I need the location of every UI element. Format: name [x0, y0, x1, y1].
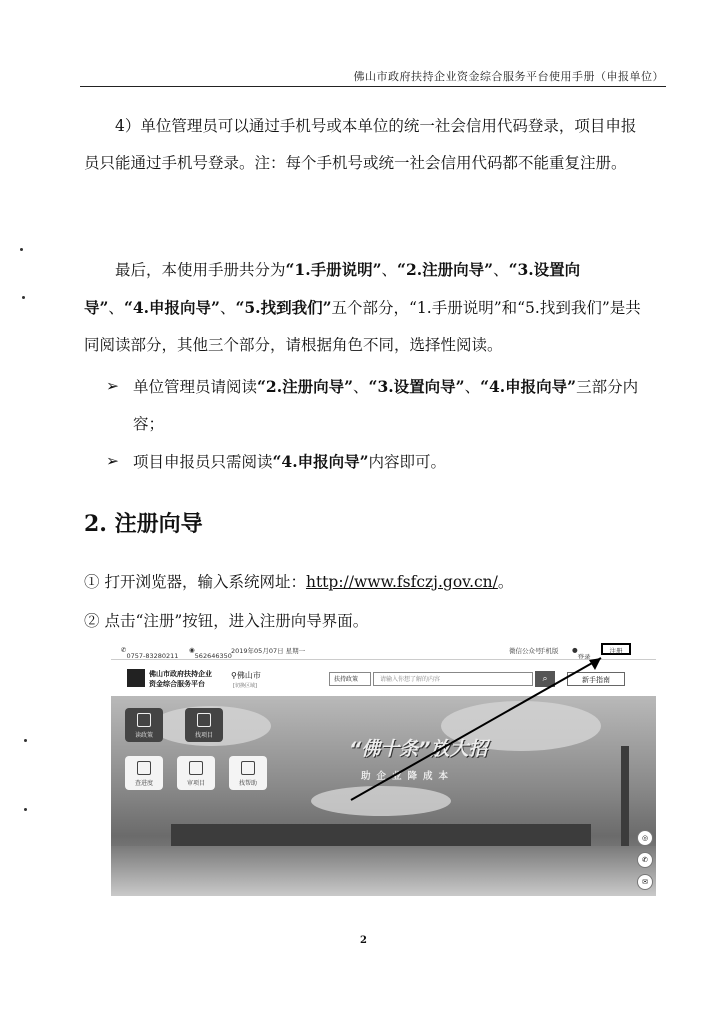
bullet-admin	[106, 368, 646, 443]
arrow-bullet-icon: ➢	[106, 377, 119, 395]
tile-label: 读政策	[134, 732, 153, 739]
bullet-bold: “3.设置向导”	[368, 377, 465, 396]
banner-slogan: “佛十条”放大招	[349, 738, 488, 760]
part-3-label: “3.设置向导”	[84, 260, 581, 317]
paragraph-manual-overview	[84, 251, 642, 364]
tile-label: 查进度	[134, 780, 153, 787]
scan-speck	[22, 296, 25, 299]
website-screenshot	[111, 640, 656, 896]
tile-label: 找帮助	[238, 780, 257, 787]
bullet-admin-text	[133, 368, 646, 443]
pin-icon: ⚲	[231, 671, 237, 680]
step-number: ①	[84, 573, 100, 591]
wechat-icon[interactable]: ✉	[637, 874, 653, 890]
bullet-text: 项目申报员只需阅读	[133, 453, 273, 471]
bullet-text: 单位管理员请阅读	[133, 378, 258, 396]
bullet-applicant	[106, 443, 646, 481]
sep: 、	[219, 299, 236, 317]
tile-label: 审项目	[186, 780, 205, 787]
arrow-line	[351, 658, 601, 800]
search-icon: ⌕	[542, 674, 548, 684]
bullet-bold: “4.申报向导”	[272, 452, 369, 471]
bullet-bold: “4.申报向导”	[480, 377, 577, 396]
bullet-text: 内容即可。	[368, 453, 447, 471]
scan-speck	[24, 739, 27, 742]
paragraph-login-note: 4）单位管理员可以通过手机号或本单位的统一社会信用代码登录，项目申报员只能通过手机号登录。注：每个手机号或统一社会信用代码都不能重复注册。	[84, 117, 637, 172]
sep: 、	[464, 378, 481, 396]
bullet-applicant-text	[133, 443, 646, 481]
scan-speck	[24, 808, 27, 811]
login-label: 登录	[577, 653, 591, 661]
section-title: 2. 注册向导	[84, 511, 203, 537]
tile-label: 找项目	[194, 732, 213, 739]
banner-subslogan: 助企业降成本	[361, 771, 455, 782]
annotation-arrow	[111, 640, 656, 896]
step-number: ②	[84, 612, 100, 630]
site-name-line2: 资金综合服务平台	[149, 680, 205, 688]
city-label: 佛山市	[236, 671, 261, 680]
header-title: 佛山市政府扶持企业资金综合服务平台使用手册（申报单位）	[353, 70, 664, 83]
register-button[interactable]: 注册	[601, 643, 631, 655]
part-1-label: “1.手册说明”	[285, 260, 382, 279]
qq-number: 562646350	[194, 652, 232, 660]
header-rule	[80, 86, 666, 87]
scan-speck	[20, 248, 23, 251]
overview-text-2: 五个部分，“1.手册说明”和“5.找到我们”是共同阅读部分，其他三个部分，请根据角色不同，选择性阅读。	[84, 299, 641, 354]
search-category-select[interactable]: 扶持政策	[329, 672, 371, 686]
site-name-line1: 佛山市政府扶持企业	[149, 670, 212, 678]
login-link[interactable]: ● 登录	[572, 646, 591, 661]
part-5-label: “5.找到我们”	[235, 298, 332, 317]
mobile-link[interactable]: 手机版	[539, 647, 559, 655]
arrow-bullet-icon: ➢	[106, 452, 119, 470]
sep: 、	[493, 261, 509, 279]
step-text: 点击“注册”按钮，进入注册向导界面。	[104, 612, 369, 630]
qq-text: ◉ 562646350	[189, 646, 232, 660]
bullet-bold: “2.注册向导”	[257, 377, 354, 396]
step-end: 。	[497, 573, 514, 591]
page-number: 2	[360, 935, 367, 946]
share-icon[interactable]: ◎	[637, 830, 653, 846]
bullet-text: 三部分内容；	[133, 378, 639, 433]
date-text: 2019年05月07日 星期一	[231, 647, 306, 655]
search-input[interactable]: 请输入你想了解的内容	[373, 672, 533, 686]
part-2-label: “2.注册向导”	[397, 260, 494, 279]
system-url-link[interactable]: http://www.fsfczj.gov.cn/	[305, 573, 498, 591]
sep: 、	[108, 299, 124, 317]
step-2	[84, 609, 368, 631]
overview-text-1: 最后，本使用手册共分为	[115, 261, 286, 279]
phone-number: 0757-83280211	[126, 652, 179, 660]
phone-text: ✆ 0757-83280211	[121, 646, 179, 660]
switch-area-link[interactable]: [切换区域]	[233, 683, 257, 689]
sep: 、	[353, 378, 369, 396]
beginner-guide-button[interactable]: 新手指南	[567, 672, 625, 686]
part-4-label: “4.申报向导”	[123, 298, 220, 317]
wechat-link[interactable]: 微信公众号	[509, 647, 542, 655]
sep: 、	[381, 261, 398, 279]
phone-icon[interactable]: ✆	[637, 852, 653, 868]
step-1	[84, 570, 513, 592]
step-text: 打开浏览器，输入系统网址：	[104, 573, 306, 591]
